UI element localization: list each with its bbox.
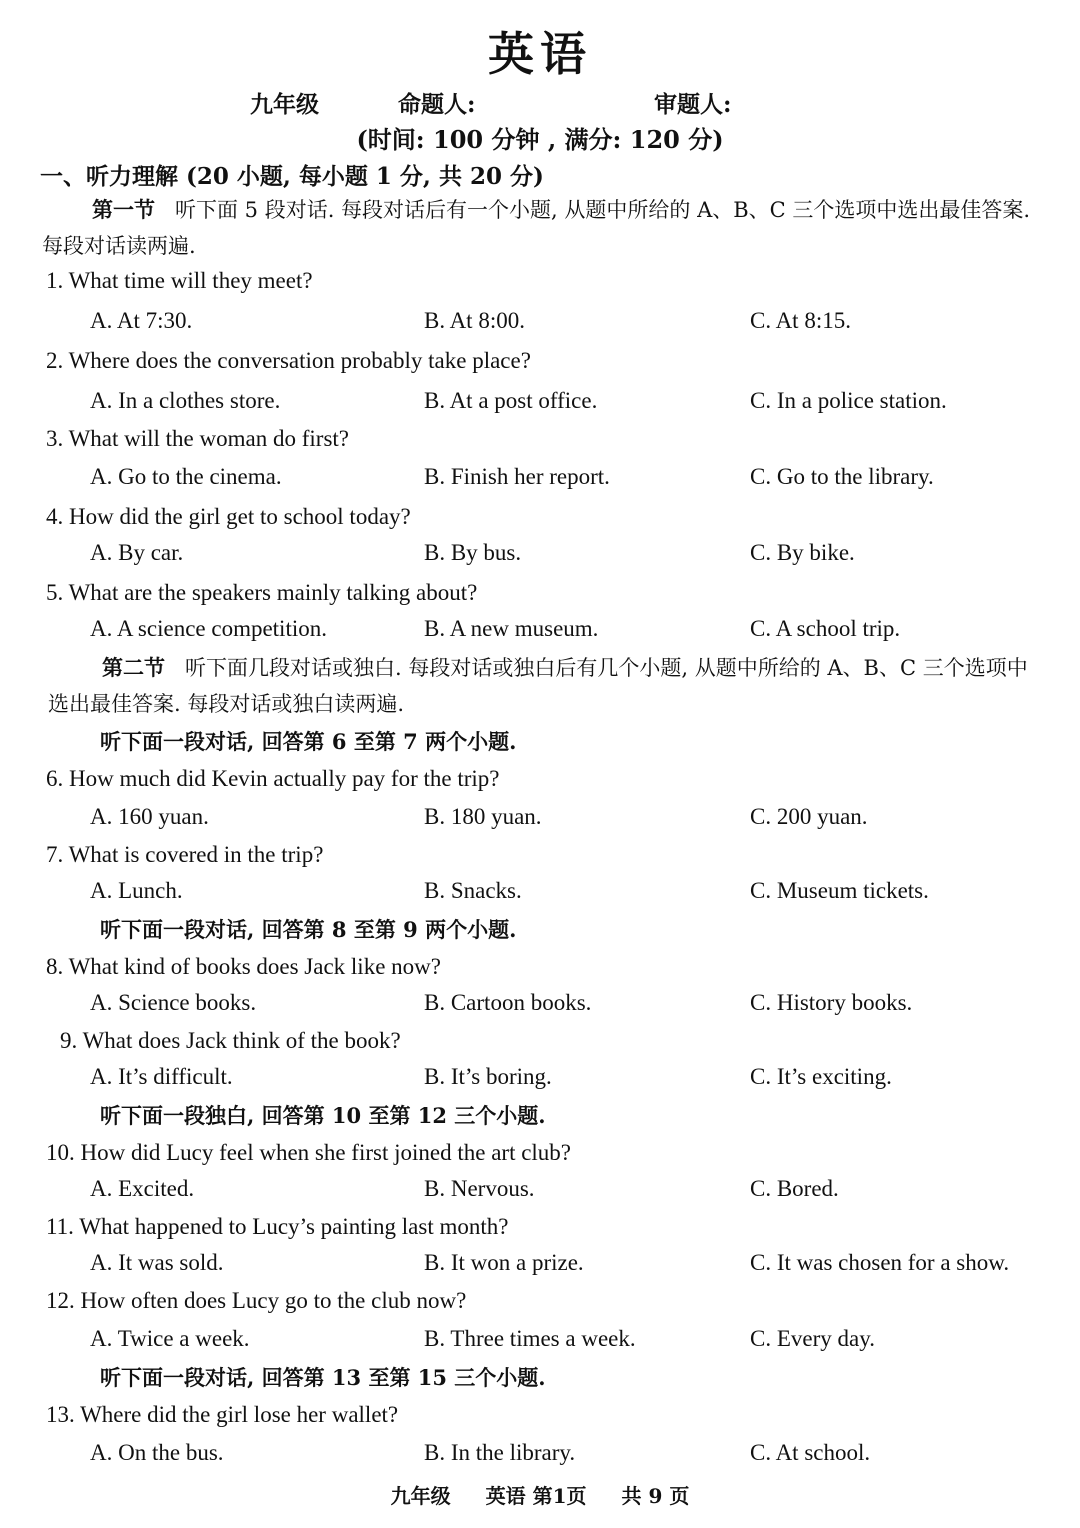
sub-instruction-6-7: 听下面一段对话, 回答第 6 至第 7 两个小题. [100, 729, 517, 754]
sub-instruction-10-12: 听下面一段独白, 回答第 10 至第 12 三个小题. [100, 1103, 546, 1128]
reviewer-label: 审题人: [654, 91, 732, 118]
q11-option-b: B. It won a prize. [424, 1250, 584, 1275]
question-5: 5. What are the speakers mainly talking about? [46, 580, 478, 605]
question-13: 13. Where did the girl lose her wallet? [46, 1402, 399, 1427]
page-footer [0, 1480, 1080, 1509]
question-11: 11. What happened to Lucy’s painting last month? [46, 1214, 509, 1239]
q1-option-a: A. At 7:30. [90, 308, 193, 333]
part-heading: 一、听力理解 (20 小题, 每小题 1 分, 共 20 分) [40, 163, 544, 190]
question-8: 8. What kind of books does Jack like now? [46, 954, 441, 979]
sub-instruction-13-15: 听下面一段对话, 回答第 13 至第 15 三个小题. [100, 1365, 546, 1390]
sub-instruction-8-9: 听下面一段对话, 回答第 8 至第 9 两个小题. [100, 917, 517, 942]
question-12: 12. How often does Lucy go to the club now? [46, 1288, 467, 1313]
q12-option-a: A. Twice a week. [90, 1326, 250, 1351]
q10-option-a: A. Excited. [90, 1176, 195, 1201]
question-7: 7. What is covered in the trip? [46, 842, 324, 867]
question-2: 2. Where does the conversation probably take place? [46, 348, 531, 373]
section2-instructions [48, 650, 1044, 722]
section2-tag: 第二节 [102, 655, 165, 680]
q3-option-c: C. Go to the library. [750, 464, 934, 489]
q10-option-b: B. Nervous. [424, 1176, 535, 1201]
q11-option-a: A. It was sold. [90, 1250, 224, 1275]
q2-option-b: B. At a post office. [424, 388, 598, 413]
q9-option-a: A. It’s difficult. [90, 1064, 233, 1089]
q6-option-a: A. 160 yuan. [90, 804, 209, 829]
q8-option-b: B. Cartoon books. [424, 990, 592, 1015]
q13-option-a: A. On the bus. [90, 1440, 224, 1465]
q3-option-a: A. Go to the cinema. [90, 464, 282, 489]
q2-option-a: A. In a clothes store. [90, 388, 281, 413]
q2-option-c: C. In a police station. [750, 388, 947, 413]
q13-option-b: B. In the library. [424, 1440, 576, 1465]
q6-option-c: C. 200 yuan. [750, 804, 868, 829]
q1-option-c: C. At 8:15. [750, 308, 851, 333]
question-6: 6. How much did Kevin actually pay for the trip? [46, 766, 500, 791]
section1-instructions [42, 192, 1042, 264]
q12-option-b: B. Three times a week. [424, 1326, 636, 1351]
question-10: 10. How did Lucy feel when she first joined the art club? [46, 1140, 572, 1165]
q5-option-b: B. A new museum. [424, 616, 599, 641]
q5-option-a: A. A science competition. [90, 616, 327, 641]
q3-option-b: B. Finish her report. [424, 464, 610, 489]
q6-option-b: B. 180 yuan. [424, 804, 542, 829]
q12-option-c: C. Every day. [750, 1326, 875, 1351]
q4-option-c: C. By bike. [750, 540, 855, 565]
q10-option-c: C. Bored. [750, 1176, 839, 1201]
footer-total-pages: 共 9 页 [621, 1484, 690, 1508]
q9-option-b: B. It’s boring. [424, 1064, 552, 1089]
q4-option-a: A. By car. [90, 540, 184, 565]
section1-tag: 第一节 [92, 197, 155, 222]
footer-grade: 九年级 [390, 1484, 451, 1508]
q7-option-b: B. Snacks. [424, 878, 522, 903]
q4-option-b: B. By bus. [424, 540, 522, 565]
q8-option-a: A. Science books. [90, 990, 257, 1015]
q1-option-b: B. At 8:00. [424, 308, 525, 333]
question-1: 1. What time will they meet? [46, 268, 313, 293]
q7-option-a: A. Lunch. [90, 878, 183, 903]
setter-label: 命题人: [398, 91, 476, 118]
q5-option-c: C. A school trip. [750, 616, 901, 641]
q13-option-c: C. At school. [750, 1440, 871, 1465]
q8-option-c: C. History books. [750, 990, 913, 1015]
q11-option-c: C. It was chosen for a show. [750, 1250, 1010, 1275]
section2-text: 听下面几段对话或独白. 每段对话或独白后有几个小题, 从题中所给的 A、B、C 三个选项中选出最佳答案. 每段对话或独白读两遍. [48, 656, 1028, 716]
question-3: 3. What will the woman do first? [46, 426, 349, 451]
q7-option-c: C. Museum tickets. [750, 878, 929, 903]
exam-title: 英语 [488, 27, 592, 81]
question-4: 4. How did the girl get to school today? [46, 504, 411, 529]
exam-time-score: (时间: 100 分钟 , 满分: 120 分) [356, 125, 724, 154]
section1-text: 听下面 5 段对话. 每段对话后有一个小题, 从题中所给的 A、B、C 三个选项中选出最佳答案. 每段对话读两遍. [42, 198, 1031, 258]
question-9: 9. What does Jack think of the book? [60, 1028, 401, 1053]
q9-option-c: C. It’s exciting. [750, 1064, 892, 1089]
grade-label: 九年级 [250, 91, 319, 118]
footer-subject-page: 英语 第1页 [485, 1484, 587, 1508]
